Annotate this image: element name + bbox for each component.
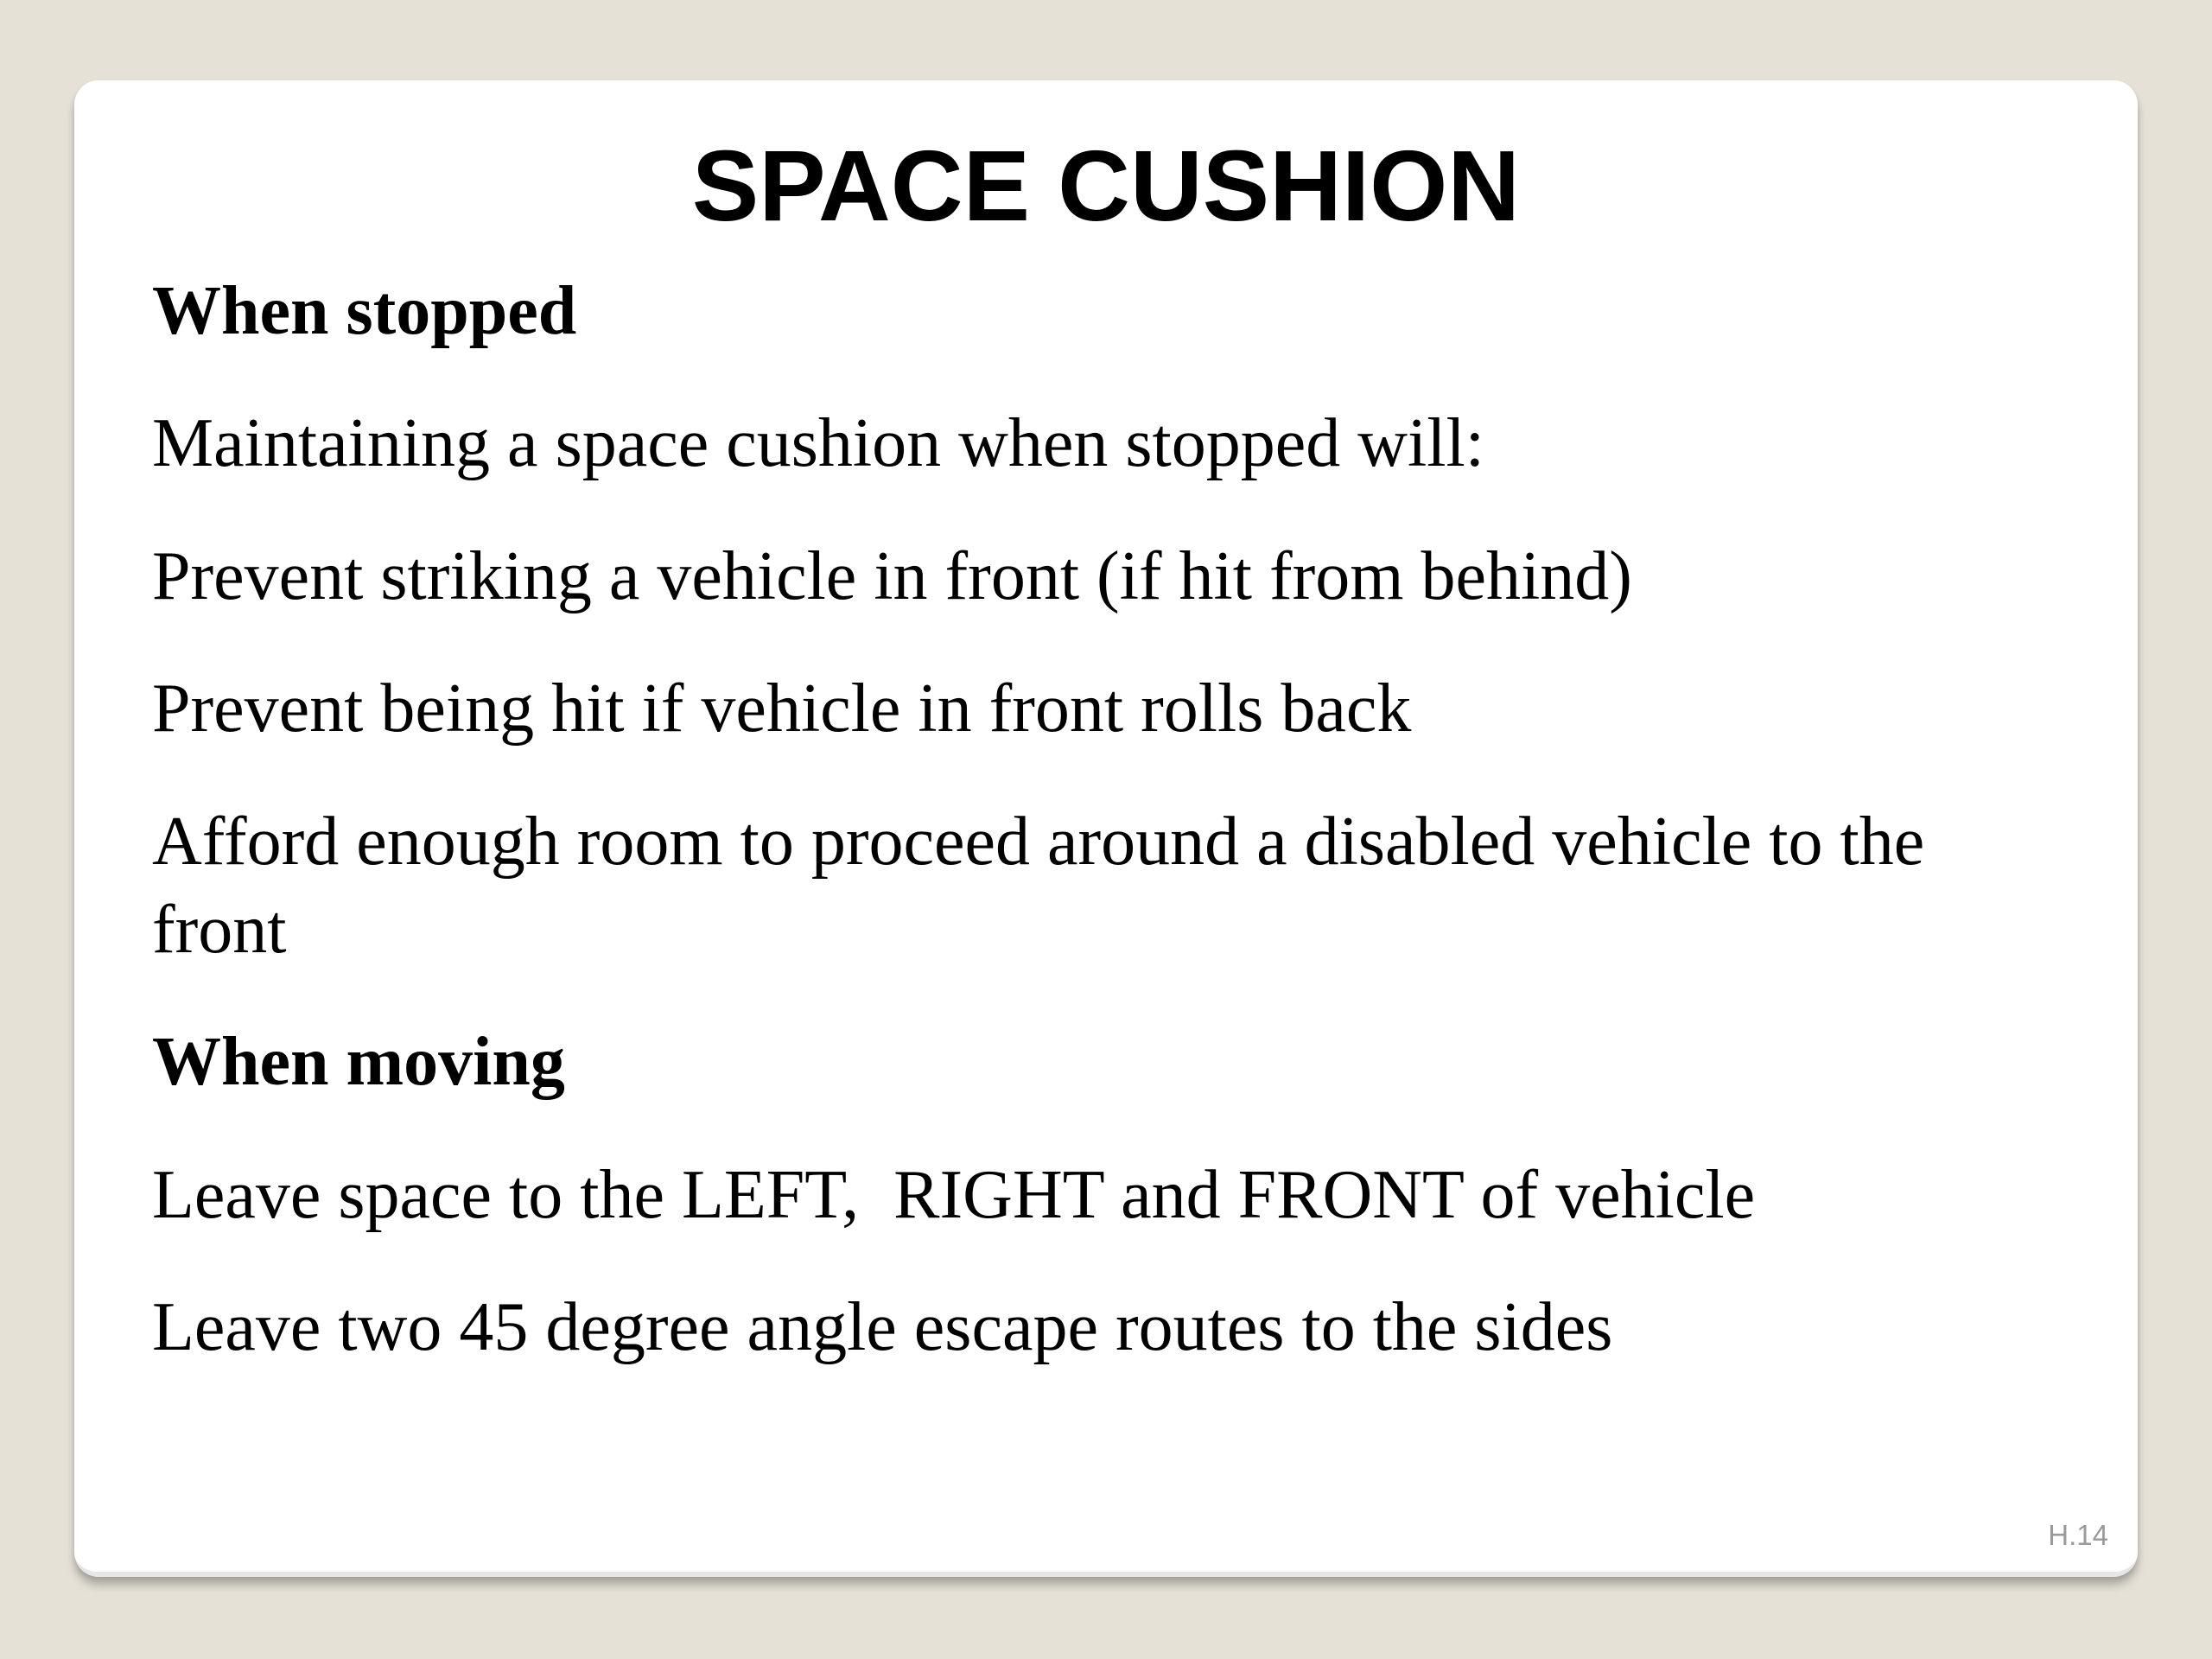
body-line-prevent-hit: Prevent being hit if vehicle in front rolls back [152, 671, 1412, 747]
slide-title: SPACE CUSHION [691, 130, 1521, 242]
body-line-leave-space: Leave space to the LEFT, RIGHT and FRONT of vehicle [152, 1156, 1756, 1233]
section-heading-when-stopped: When stopped [152, 273, 577, 349]
slide-body [152, 267, 2070, 1416]
slide-card [74, 80, 2138, 1577]
body-line-escape-routes: Leave two 45 degree angle escape routes to the sides [152, 1289, 1613, 1366]
body-line-maintaining: Maintaining a space cushion when stopped will: [152, 405, 1484, 482]
body-line-afford-room: Afford enough room to proceed around a disabled vehicle to the front [152, 803, 1925, 968]
body-line-prevent-striking: Prevent striking a vehicle in front (if hit from behind) [152, 537, 1632, 614]
section-heading-when-moving: When moving [152, 1024, 565, 1101]
slide-number: H.14 [2048, 1519, 2108, 1551]
